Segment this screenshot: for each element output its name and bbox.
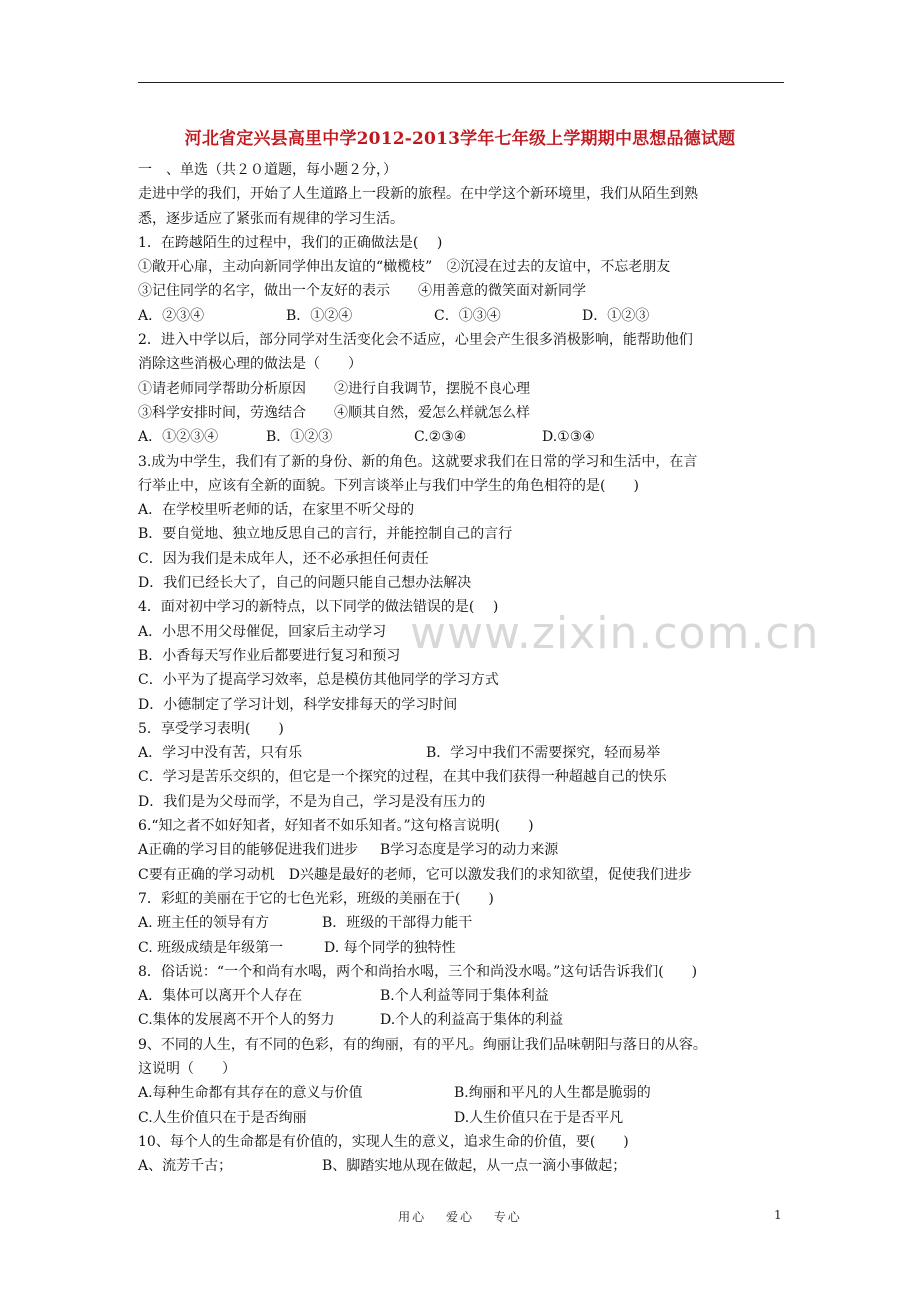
question-9-options-cd <box>138 1106 788 1130</box>
question-9-stem: 这说明（ ） <box>138 1060 236 1077</box>
option-b: B．要自觉地、独立地反思自己的言行，并能控制自己的言行 <box>138 526 513 543</box>
section-heading: 一 、单选（共２０道题，每小题２分，） <box>138 162 397 178</box>
question-1-options <box>138 304 788 328</box>
option-c: C．①③④ <box>434 307 501 324</box>
question-2-item: ①请老师同学帮助分析原因 ②进行自我调节，摆脱不良心理 <box>138 380 530 397</box>
question-1-item: ③记住同学的名字，做出一个友好的表示 ④用善意的微笑面对新同学 <box>138 283 586 300</box>
footer-motto: 用心 爱心 专心 <box>398 1210 522 1224</box>
option-a: A．在学校里听老师的话，在家里不听父母的 <box>138 502 415 519</box>
question-5-options-ab <box>138 741 788 765</box>
option-b: B.个人利益等同于集体利益 <box>380 988 549 1005</box>
question-9-options-ab <box>138 1081 788 1105</box>
option-d: D．我们已经长大了，自己的问题只能自己想办法解决 <box>138 575 472 592</box>
question-2-stem: 消除这些消极心理的做法是（ ） <box>138 356 362 373</box>
watermark: www.zixin.com.cn <box>410 608 820 659</box>
option-d: D.个人的利益高于集体的利益 <box>380 1012 564 1029</box>
option-b: B学习态度是学习的动力来源 <box>380 842 559 859</box>
question-1-stem: 1．在跨越陌生的过程中，我们的正确做法是( ) <box>138 234 443 251</box>
question-8-stem: 8．俗话说：“一个和尚有水喝，两个和尚抬水喝，三个和尚没水喝。”这句话告诉我们( ) <box>138 963 698 980</box>
option-d: D．小德制定了学习计划，科学安排每天的学习时间 <box>138 696 458 713</box>
option-b: B.绚丽和平凡的人生都是脆弱的 <box>454 1085 651 1102</box>
question-7-options-ab <box>138 911 788 935</box>
option-b: B．学习中我们不需要探究，轻而易举 <box>426 745 661 762</box>
option-a: A. 班主任的领导有方 <box>138 915 270 932</box>
option-b: B．班级的干部得力能干 <box>322 915 473 932</box>
option-a: A．集体可以离开个人存在 <box>138 988 303 1005</box>
option-a: A．②③④ <box>138 307 205 324</box>
option-d: D．①②③ <box>582 307 650 324</box>
question-6-options-cd: C要有正确的学习动机 D兴趣是最好的老师，它可以激发我们的求知欲望，促使我们进步 <box>138 866 692 883</box>
option-d: D.人生价值只在于是否平凡 <box>454 1109 624 1126</box>
option-c: C. 班级成绩是年级第一 <box>138 939 284 956</box>
option-b: B．小香每天写作业后都要进行复习和预习 <box>138 647 401 664</box>
question-10-stem: 10、每个人的生命都是有价值的，实现人生的意义，追求生命的价值，要( ) <box>138 1133 629 1150</box>
option-b: B、脚踏实地从现在做起，从一点一滴小事做起； <box>322 1158 627 1175</box>
question-2-stem: 2．进入中学以后，部分同学对生活变化会不适应，心里会产生很多消极影响，能帮助他们 <box>138 332 693 349</box>
option-a: A正确的学习目的能够促进我们进步 <box>138 842 359 859</box>
question-3-stem: 3.成为中学生，我们有了新的身份、新的角色。这就要求我们在日常的学习和生活中，在言 <box>138 453 698 470</box>
question-8-options-ab <box>138 984 788 1008</box>
option-a: A．①②③④ <box>138 429 219 446</box>
question-7-stem: 7．彩虹的美丽在于它的七色光彩，班级的美丽在于( ) <box>138 890 494 907</box>
intro-line: 悉，逐步适应了紧张而有规律的学习生活。 <box>138 210 404 227</box>
option-c: C．小平为了提高学习效率，总是模仿其他同学的学习方式 <box>138 672 499 689</box>
exam-body <box>138 158 788 1178</box>
question-8-options-cd <box>138 1008 788 1032</box>
question-5-stem: 5．享受学习表明( ) <box>138 720 284 737</box>
option-a: A.每种生命都有其存在的意义与价值 <box>138 1085 363 1102</box>
header-rule <box>138 82 784 83</box>
question-6-stem: 6.“知之者不如好知者，好知者不如乐知者。”这句格言说明( ) <box>138 818 534 835</box>
question-9-stem: 9、不同的人生，有不同的色彩，有的绚丽，有的平凡。绚丽让我们品味朝阳与落日的从容。 <box>138 1036 707 1053</box>
question-3-stem: 行举止中，应该有全新的面貌。下列言谈举止与我们中学生的角色相符的是( ) <box>138 477 639 494</box>
question-10-options <box>138 1154 788 1178</box>
question-1-item: ①敞开心扉，主动向新同学伸出友谊的“橄榄枝” ②沉浸在过去的友谊中，不忘老朋友 <box>138 259 671 276</box>
option-d: D.①③④ <box>542 429 595 446</box>
option-c: C.集体的发展离不开个人的努力 <box>138 1012 335 1029</box>
option-a: A、流芳千古； <box>138 1158 233 1175</box>
question-2-item: ③科学安排时间，劳逸结合 ④顺其自然，爱怎么样就怎么样 <box>138 404 530 421</box>
question-6-options-ab <box>138 838 788 862</box>
question-4-stem: 4．面对初中学习的新特点，以下同学的做法错误的是( ) <box>138 599 499 616</box>
document-title: 河北省定兴县高里中学2012-2013学年七年级上学期期中思想品德试题 <box>184 129 736 149</box>
option-c: C.人生价值只在于是否绚丽 <box>138 1109 307 1126</box>
option-d: D．我们是为父母而学，不是为自己，学习是没有压力的 <box>138 793 486 810</box>
question-7-options-cd <box>138 936 788 960</box>
page-number: 1 <box>774 1208 782 1222</box>
option-a: A．小思不用父母催促，回家后主动学习 <box>138 623 387 640</box>
option-b: B．①②③ <box>266 429 333 446</box>
option-c: C．学习是苦乐交织的，但它是一个探究的过程，在其中我们获得一种超越自己的快乐 <box>138 769 667 786</box>
option-c: C.②③④ <box>414 429 467 446</box>
question-2-options <box>138 425 788 449</box>
option-b: B．①②④ <box>286 307 353 324</box>
option-d: D. 每个同学的独特性 <box>324 939 456 956</box>
option-a: A．学习中没有苦，只有乐 <box>138 745 303 762</box>
intro-line: 走进中学的我们，开始了人生道路上一段新的旅程。在中学这个新环境里，我们从陌生到熟 <box>138 186 698 203</box>
option-c: C．因为我们是未成年人，还不必承担任何责任 <box>138 550 429 567</box>
